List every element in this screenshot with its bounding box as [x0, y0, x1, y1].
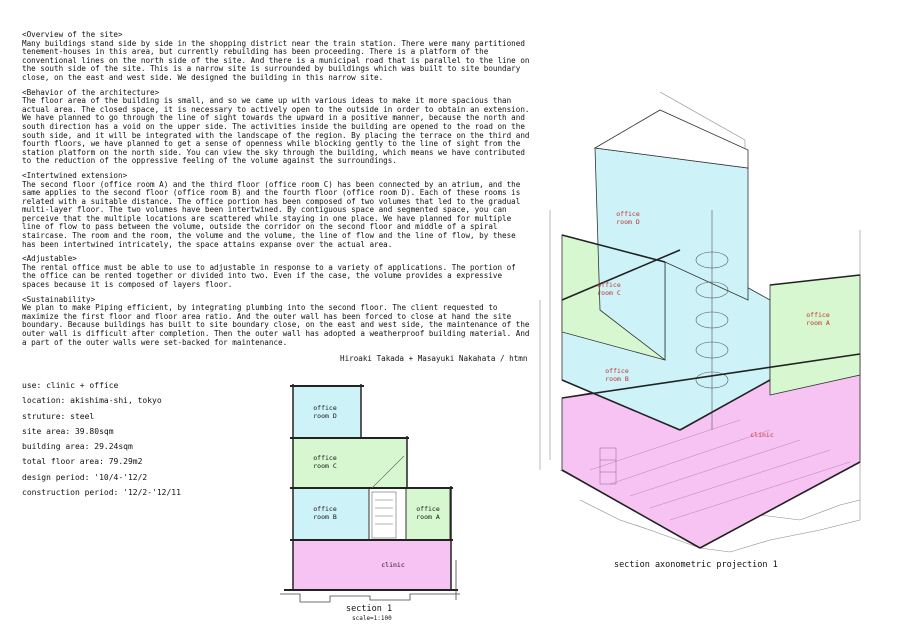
section-body: The second floor (office room A) and the third floor (office room C) has been connected by an atrium, and the same applies to the second floor (office room B) and the fourth floor (office room D). Each of these rooms is related with a suitable distance. The office portion has been composed of two volumes that led to the gradual multi-layer floor. The two volumes have been intertwined. By contiguous space and segmented space, you can perceive that the multiple locations are scattered while staying in one place. We have planned for multiple line of flow to pass between the volume, outside the corridor on the second floor and middle of a spiral staircase. The room and the room, the volume and the volume, the line of flow and the line of flow, by these has been intertwined intricately, the space attains expanse over the actual area. — [22, 179, 521, 249]
section-room-c-label-2: room C — [313, 462, 337, 470]
section-scale: scale=1:100 — [352, 615, 392, 622]
data-total-floor-area: total floor area: 79.29m2 — [22, 457, 143, 467]
axo-room-d-label-1: office — [616, 210, 640, 218]
axo-room-b-label-2: room B — [605, 375, 629, 383]
section-room-a-label-2: room A — [416, 513, 440, 521]
axo-room-d-label-2: room D — [616, 218, 640, 226]
section-room-c-label-1: office — [313, 454, 337, 462]
section-room-b-label-1: office — [313, 505, 337, 513]
data-site-area: site area: 39.80sqm — [22, 426, 114, 436]
section-heading: <Behavior of the architecture> — [22, 87, 160, 97]
section-room-d-label-2: room D — [313, 412, 337, 420]
section-clinic-label: clinic — [381, 561, 405, 569]
section-heading: <Overview of the site> — [22, 30, 123, 39]
data-structure: struture: steel — [22, 411, 95, 421]
section-room-a-label-1: office — [416, 505, 440, 513]
section-heading: <Sustainability> — [22, 294, 96, 304]
section-body: The floor area of the building is small, and so we came up with various ideas to make it more spacious than actual area. The closed space, it is necessary to actively open to the outside in order to obtain an extension. We have planned to go through the line of sight towards the upward in a positive manner, because the north and south direction has a void on the upper side. The activities inside the building are opened to the road on the south side, and it will be integrated with the landscape of the region. By placing the terrace on the third and fourth floors, we have planned to get a sense of openness while blocking gently to the line of sight from the station platform on the north side. You can view the sky through the building, which means we have contributed to the reduction of the oppressive feeling of the volume against the surroundings. — [22, 96, 530, 166]
section-body: We plan to make Piping efficient, by integrating plumbing into the second floor. The client requested to maximize the first floor and floor area ratio. And the outer wall has been forced to close at hand the site boundary. Because buildings has built to site boundary close, on the east and west side, the maintenance of the outer wall is difficult after completion. Then the outer wall has adopted a weatherproof building material. And a part of the outer walls were set-backed for maintenance. — [22, 303, 530, 347]
axo-room-c-label-1: office — [597, 281, 621, 289]
data-use: use: clinic + office — [22, 381, 119, 390]
axo-room-a-label-2: room A — [806, 319, 830, 327]
axo-room-a-label-1: office — [806, 311, 830, 319]
section-heading: <Adjustable> — [22, 254, 77, 264]
section-heading: <Intertwined extension> — [22, 170, 128, 180]
data-construction-period: construction period: '12/2-'12/11 — [22, 488, 181, 498]
axo-room-c-label-2: room C — [597, 289, 621, 297]
data-design-period: design period: '10/4-'12/2 — [22, 472, 148, 482]
section-body: Many buildings stand side by side in the shopping district near the train station. There were many partitioned tenement-houses in this area, but currently rebuilding has been proceeding. There is a platform of the conventional lines on the north side of the site. And there is a municipal road that is parallel to the line on the south side of the site. This is a narrow site is surrounded by buildings which was built to site boundary close, on the east and west side. We designed the building in this narrow site. — [22, 38, 530, 82]
section-room-b-label-2: room B — [313, 513, 337, 521]
data-location: location: akishima-shi, tokyo — [22, 396, 162, 406]
axo-clinic-label: clinic — [750, 431, 774, 439]
axo-caption: section axonometric projection 1 — [614, 560, 778, 570]
section-caption: section 1 — [346, 604, 393, 614]
axo-room-b-label-1: office — [605, 367, 629, 375]
section-body: The rental office must be able to use to adjustable in response to a variety of applications. The portion of the office can be rented together or divided into two. Even if the case, the volume provides a expressive spaces because it is composed of layers floor. — [22, 262, 516, 290]
axo-room-a-fill — [770, 275, 860, 395]
author-credit: Hiroaki Takada + Masayuki Nakahata / htmn — [340, 354, 528, 363]
data-building-area: building area: 29.24sqm — [22, 442, 133, 452]
section-room-d-label-1: office — [313, 404, 337, 412]
